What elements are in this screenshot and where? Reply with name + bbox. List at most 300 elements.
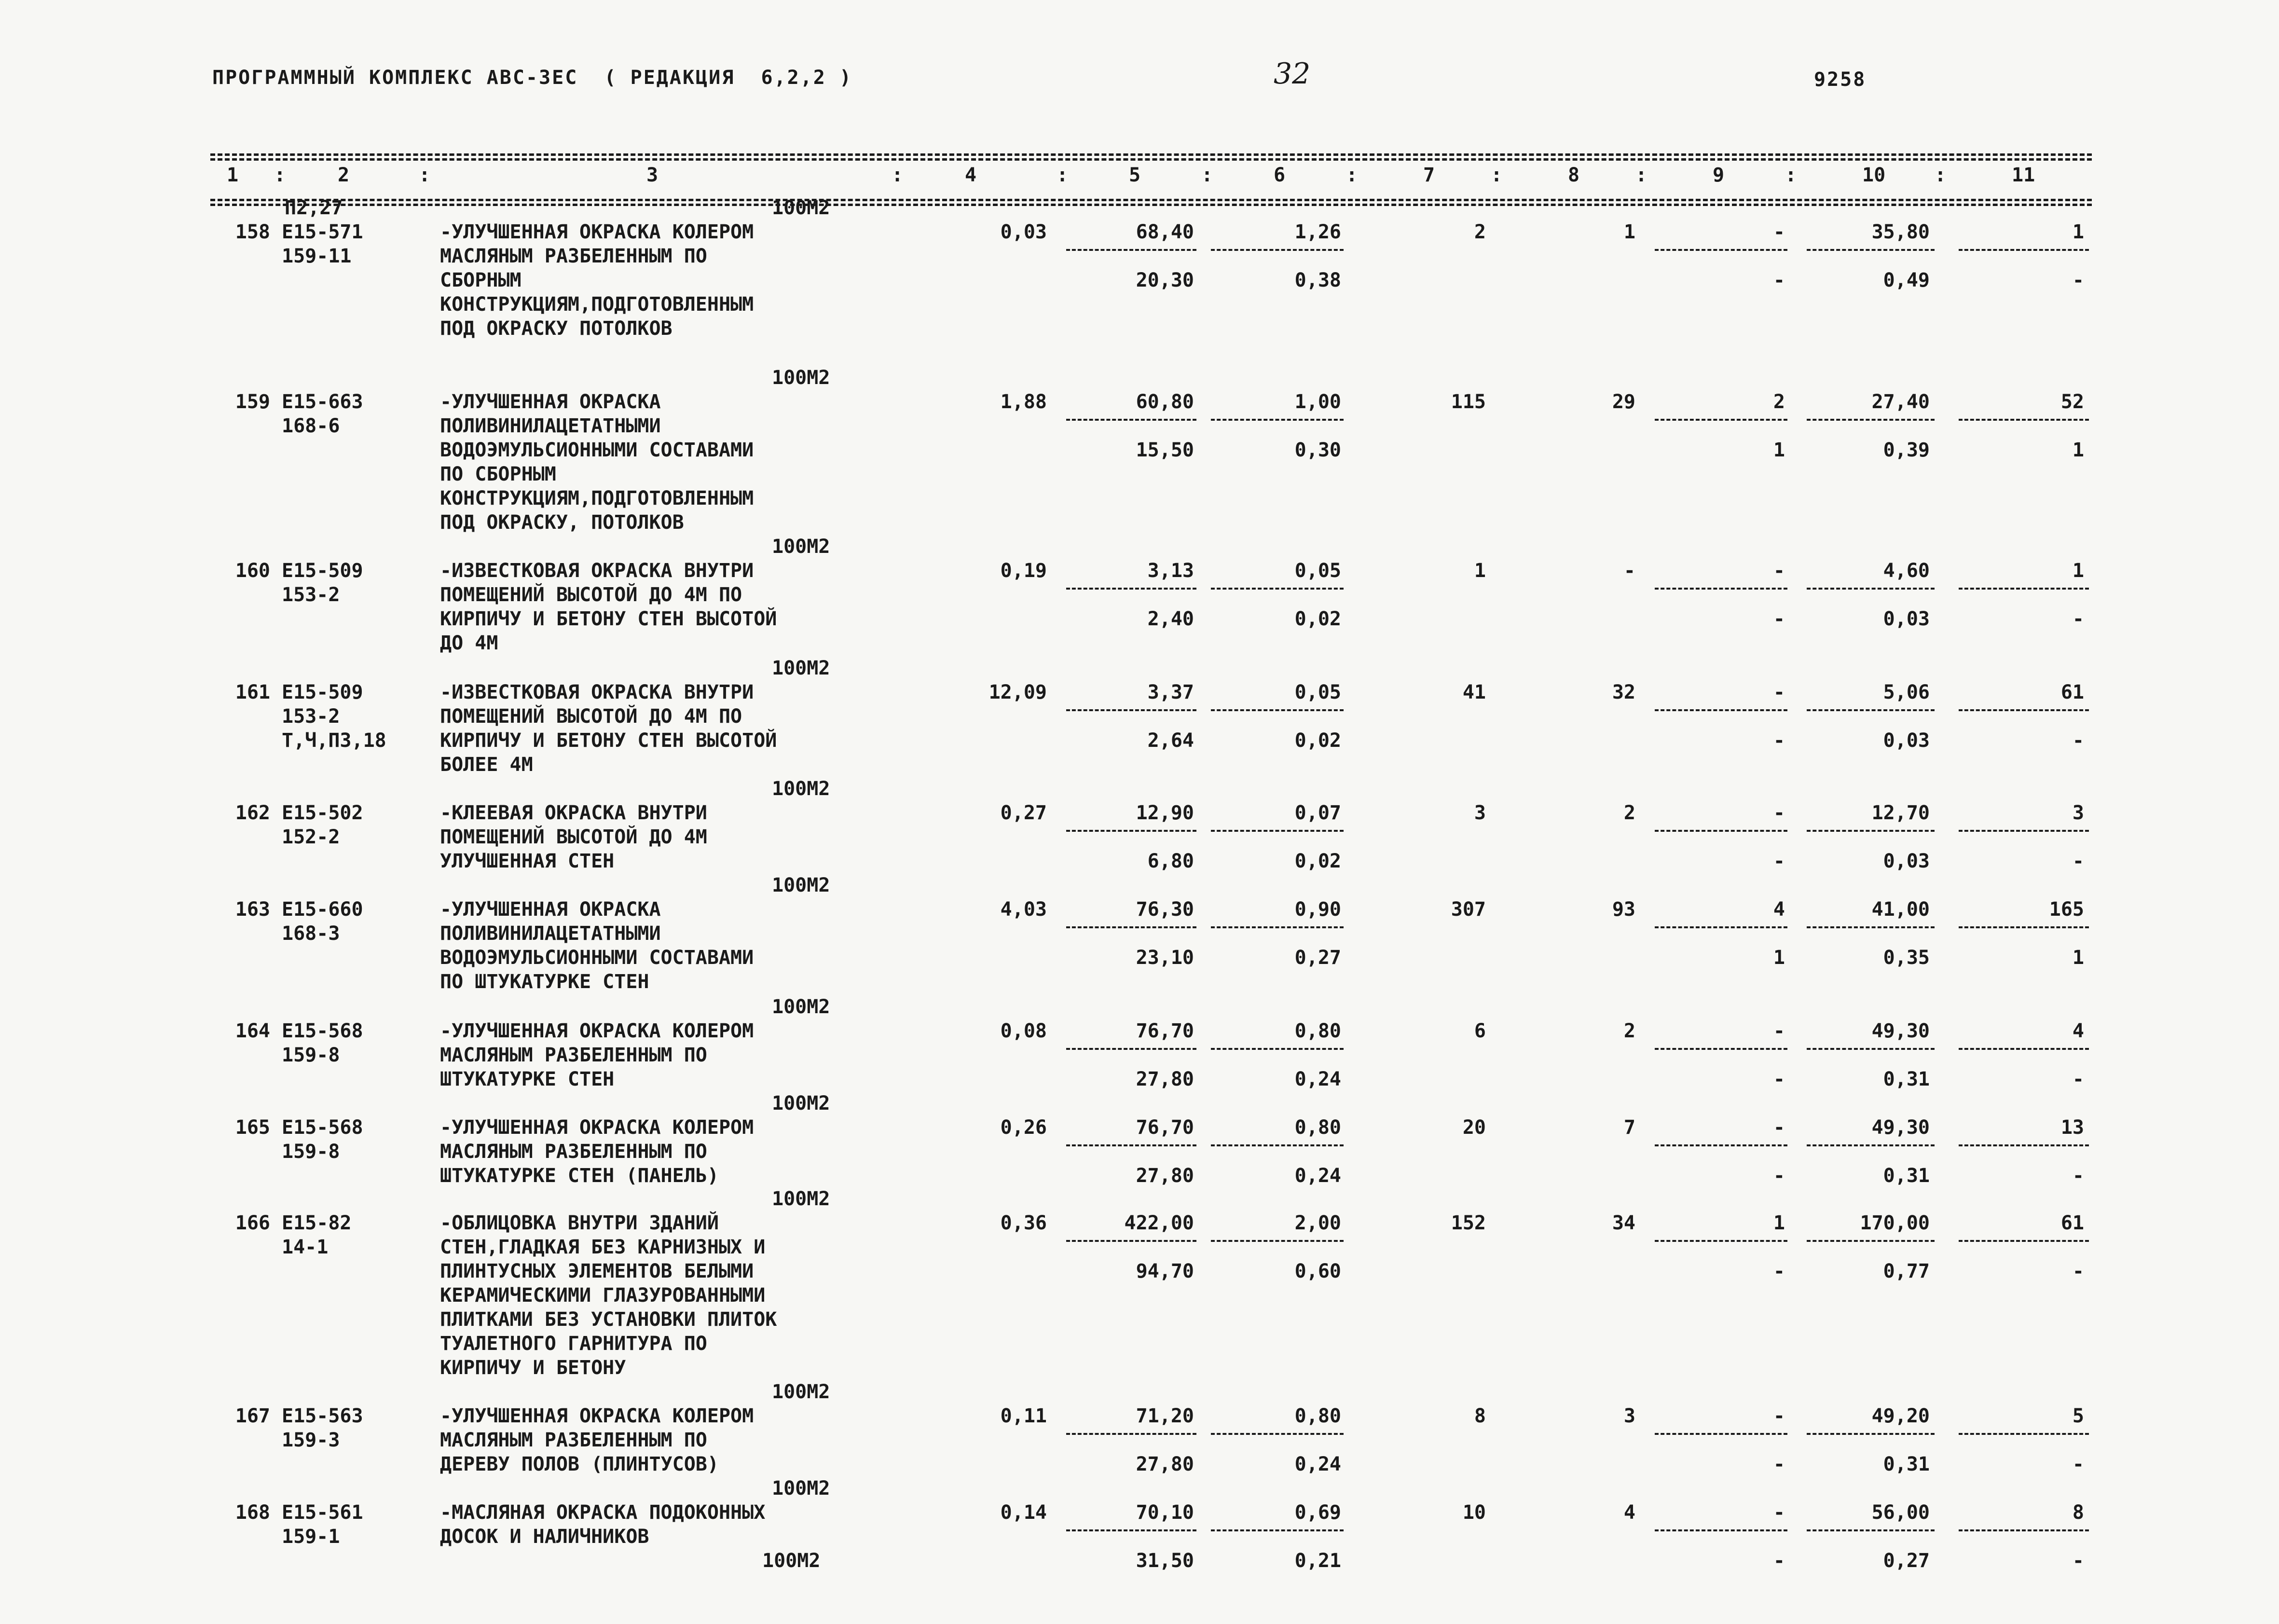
row-number: 160 — [235, 560, 270, 582]
fraction-divider — [1655, 830, 1787, 832]
machine-cost-value: 2 — [1773, 391, 1785, 413]
total-cost-value: 2 — [1474, 221, 1486, 243]
unit-wage-value: 20,30 — [1136, 269, 1194, 291]
fraction-divider — [1655, 1048, 1787, 1050]
quantity-value: 0,11 — [1000, 1405, 1047, 1427]
column-header-7: 7 — [1423, 164, 1435, 186]
labor-wage-value: 0,02 — [1294, 729, 1341, 752]
labor-cost-value: 1,26 — [1294, 221, 1341, 243]
unit-wage-value: 27,80 — [1136, 1165, 1194, 1187]
column-separator: : — [1635, 164, 1647, 186]
total-hours-value: 165 — [2049, 898, 2084, 921]
labor-hours-value: 12,70 — [1871, 802, 1930, 824]
fraction-divider — [1655, 1144, 1787, 1146]
work-description-line: ПОЛИВИНИЛАЦЕТАТНЫМИ — [440, 922, 661, 945]
labor-hours-unit-value: 0,31 — [1883, 1165, 1930, 1187]
total-hours-extra-value: - — [2072, 1550, 2084, 1572]
quantity-value: 12,09 — [988, 681, 1047, 703]
fraction-divider — [1959, 926, 2089, 928]
column-separator: : — [1935, 164, 1947, 186]
quantity-value: 0,14 — [1000, 1501, 1047, 1524]
total-wage-value: 32 — [1612, 681, 1635, 703]
machine-wage-value: 1 — [1773, 947, 1785, 969]
row-number: 165 — [235, 1116, 270, 1139]
labor-wage-value: 0,38 — [1294, 269, 1341, 291]
header-bottom-rule — [210, 199, 2092, 201]
fraction-divider — [1807, 709, 1935, 711]
row-number: 164 — [235, 1020, 270, 1042]
unit-cost-value: 3,37 — [1147, 681, 1194, 703]
work-description-line: ВОДОЭМУЛЬСИОННЫМИ СОСТАВАМИ — [440, 947, 754, 969]
norm-code: Е15-82 — [282, 1212, 352, 1234]
row-number: 159 — [235, 391, 270, 413]
unit-label: 100М2 — [772, 1188, 830, 1210]
unit-label: 100М2 — [772, 536, 830, 558]
unit-cost-value: 68,40 — [1136, 221, 1194, 243]
labor-hours-value: 41,00 — [1871, 898, 1930, 921]
row-number: 158 — [235, 221, 270, 243]
total-hours-value: 13 — [2060, 1116, 2084, 1139]
fraction-divider — [1655, 419, 1787, 421]
total-hours-extra-value: 1 — [2072, 947, 2084, 969]
labor-hours-unit-value: 0,03 — [1883, 729, 1930, 752]
work-description-line: ДОСОК И НАЛИЧНИКОВ — [440, 1526, 649, 1548]
price-code: 153-2 — [282, 705, 340, 728]
work-description-line: ПОМЕЩЕНИЙ ВЫСОТОЙ ДО 4М ПО — [440, 584, 742, 606]
work-description-line: ДО 4М — [440, 632, 498, 654]
row-number: 161 — [235, 681, 270, 703]
column-header-5: 5 — [1129, 164, 1141, 186]
table-top-rule-2 — [210, 158, 2092, 161]
work-description-line: -УЛУЧШЕННАЯ ОКРАСКА КОЛЕРОМ — [440, 221, 754, 243]
labor-cost-value: 2,00 — [1294, 1212, 1341, 1234]
work-description-line: КИРПИЧУ И БЕТОНУ СТЕН ВЫСОТОЙ — [440, 608, 777, 630]
labor-hours-value: 5,06 — [1883, 681, 1930, 703]
machine-cost-value: - — [1773, 802, 1785, 824]
price-code: 152-2 — [282, 826, 340, 848]
column-header-4: 4 — [965, 164, 977, 186]
work-description-line: ВОДОЭМУЛЬСИОННЫМИ СОСТАВАМИ — [440, 439, 754, 461]
fraction-divider — [1807, 830, 1935, 832]
work-description-line: КИРПИЧУ И БЕТОНУ — [440, 1357, 626, 1379]
total-cost-value: 307 — [1451, 898, 1486, 921]
labor-cost-value: 0,05 — [1294, 560, 1341, 582]
labor-cost-value: 0,90 — [1294, 898, 1341, 921]
norm-code: Е15-561 — [282, 1501, 363, 1524]
unit-label: 100М2 — [772, 1092, 830, 1115]
total-hours-extra-value: - — [2072, 729, 2084, 752]
work-description-line: ШТУКАТУРКЕ СТЕН — [440, 1068, 615, 1090]
fraction-divider — [1959, 1048, 2089, 1050]
header-bottom-rule-2 — [210, 204, 2092, 206]
machine-wage-value: 1 — [1773, 439, 1785, 461]
fraction-divider — [1211, 830, 1344, 832]
work-description-line: -УЛУЧШЕННАЯ ОКРАСКА КОЛЕРОМ — [440, 1116, 754, 1139]
table-top-rule — [210, 153, 2092, 156]
work-description-line: ШТУКАТУРКЕ СТЕН (ПАНЕЛЬ) — [440, 1165, 719, 1187]
norm-code: Е15-568 — [282, 1020, 363, 1042]
price-code: 159-8 — [282, 1141, 340, 1163]
machine-cost-value: - — [1773, 1405, 1785, 1427]
total-hours-value: 52 — [2060, 391, 2084, 413]
labor-cost-value: 0,80 — [1294, 1116, 1341, 1139]
fraction-divider — [1066, 588, 1196, 590]
fraction-divider — [1959, 1529, 2089, 1531]
unit-cost-value: 3,13 — [1147, 560, 1194, 582]
unit-wage-value: 27,80 — [1136, 1068, 1194, 1090]
fraction-divider — [1066, 709, 1196, 711]
fraction-divider — [1066, 830, 1196, 832]
work-description-line: КЕРАМИЧЕСКИМИ ГЛАЗУРОВАННЫМИ — [440, 1284, 766, 1307]
correction-code: Т,Ч,П3,18 — [282, 729, 386, 752]
column-separator: : — [274, 164, 286, 186]
price-code: 14-1 — [282, 1236, 329, 1258]
quantity-value: 1,88 — [1000, 391, 1047, 413]
column-separator: : — [892, 164, 904, 186]
row-number: 167 — [235, 1405, 270, 1427]
unit-wage-value: 2,40 — [1147, 608, 1194, 630]
unit-cost-value: 422,00 — [1124, 1212, 1194, 1234]
total-wage-value: 3 — [1623, 1405, 1635, 1427]
labor-wage-value: 0,27 — [1294, 947, 1341, 969]
fraction-divider — [1807, 1433, 1935, 1435]
fraction-divider — [1959, 1144, 2089, 1146]
fraction-divider — [1959, 1433, 2089, 1435]
labor-hours-unit-value: 0,03 — [1883, 850, 1930, 872]
fraction-divider — [1211, 588, 1344, 590]
unit-label: 100М2 — [772, 367, 830, 389]
column-header-3: 3 — [646, 164, 659, 186]
work-description-line: МАСЛЯНЫМ РАЗБЕЛЕННЫМ ПО — [440, 245, 707, 267]
fraction-divider — [1959, 830, 2089, 832]
machine-wage-value: - — [1773, 729, 1785, 752]
fraction-divider — [1211, 1048, 1344, 1050]
fraction-divider — [1807, 419, 1935, 421]
fraction-divider — [1655, 249, 1787, 251]
machine-cost-value: - — [1773, 221, 1785, 243]
total-wage-value: 2 — [1623, 1020, 1635, 1042]
fraction-divider — [1655, 709, 1787, 711]
unit-label: 100М2 — [762, 1550, 821, 1572]
total-cost-value: 3 — [1474, 802, 1486, 824]
fraction-divider — [1066, 419, 1196, 421]
unit-cost-value: 76,70 — [1136, 1020, 1194, 1042]
fraction-divider — [1066, 1240, 1196, 1242]
total-hours-value: 8 — [2072, 1501, 2084, 1524]
fraction-divider — [1211, 1240, 1344, 1242]
work-description-line: БОЛЕЕ 4М — [440, 754, 533, 776]
fraction-divider — [1066, 1529, 1196, 1531]
labor-hours-value: 49,30 — [1871, 1020, 1930, 1042]
column-separator: : — [1346, 164, 1358, 186]
work-description-line: -УЛУЧШЕННАЯ ОКРАСКА КОЛЕРОМ — [440, 1405, 754, 1427]
column-header-6: 6 — [1274, 164, 1286, 186]
fraction-divider — [1959, 1240, 2089, 1242]
labor-wage-value: 0,24 — [1294, 1068, 1341, 1090]
fraction-divider — [1807, 588, 1935, 590]
machine-cost-value: - — [1773, 1116, 1785, 1139]
machine-wage-value: - — [1773, 1165, 1785, 1187]
work-description-line: ПОД ОКРАСКУ, ПОТОЛКОВ — [440, 511, 684, 534]
total-wage-value: 93 — [1612, 898, 1635, 921]
machine-cost-value: 4 — [1773, 898, 1785, 921]
total-hours-extra-value: - — [2072, 1260, 2084, 1282]
total-hours-extra-value: - — [2072, 1068, 2084, 1090]
document-number: 9258 — [1814, 69, 1867, 91]
total-wage-value: - — [1623, 560, 1635, 582]
unit-label: 100М2 — [772, 996, 830, 1018]
total-hours-extra-value: - — [2072, 1165, 2084, 1187]
fraction-divider — [1066, 926, 1196, 928]
work-description-line: ПОМЕЩЕНИЙ ВЫСОТОЙ ДО 4М — [440, 826, 707, 848]
fraction-divider — [1066, 249, 1196, 251]
total-wage-value: 1 — [1623, 221, 1635, 243]
total-hours-extra-value: - — [2072, 269, 2084, 291]
unit-label: 100М2 — [772, 778, 830, 800]
column-header-8: 8 — [1568, 164, 1580, 186]
norm-code: Е15-563 — [282, 1405, 363, 1427]
fraction-divider — [1807, 1048, 1935, 1050]
work-description-line: ПО СБОРНЫМ — [440, 463, 556, 485]
total-wage-value: 34 — [1612, 1212, 1635, 1234]
labor-wage-value: 0,60 — [1294, 1260, 1341, 1282]
total-hours-extra-value: - — [2072, 608, 2084, 630]
work-description-line: МАСЛЯНЫМ РАЗБЕЛЕННЫМ ПО — [440, 1429, 707, 1451]
unit-cost-value: 76,70 — [1136, 1116, 1194, 1139]
total-hours-value: 61 — [2060, 1212, 2084, 1234]
labor-hours-unit-value: 0,49 — [1883, 269, 1930, 291]
labor-wage-value: 0,21 — [1294, 1550, 1341, 1572]
labor-cost-value: 0,80 — [1294, 1020, 1341, 1042]
column-separator: : — [1491, 164, 1503, 186]
fraction-divider — [1807, 1144, 1935, 1146]
machine-cost-value: - — [1773, 560, 1785, 582]
work-description-line: -УЛУЧШЕННАЯ ОКРАСКА — [440, 898, 661, 921]
unit-cost-value: 71,20 — [1136, 1405, 1194, 1427]
quantity-value: 0,03 — [1000, 221, 1047, 243]
total-wage-value: 29 — [1612, 391, 1635, 413]
work-description-line: СБОРНЫМ — [440, 269, 522, 291]
unit-cost-value: 70,10 — [1136, 1501, 1194, 1524]
fraction-divider — [1655, 588, 1787, 590]
total-hours-value: 1 — [2072, 221, 2084, 243]
fraction-divider — [1066, 1433, 1196, 1435]
fraction-divider — [1655, 1529, 1787, 1531]
quantity-value: 0,19 — [1000, 560, 1047, 582]
fraction-divider — [1211, 1529, 1344, 1531]
fraction-divider — [1807, 249, 1935, 251]
total-wage-value: 4 — [1623, 1501, 1635, 1524]
work-description-line: ПОД ОКРАСКУ ПОТОЛКОВ — [440, 317, 673, 340]
price-code: 159-3 — [282, 1429, 340, 1451]
work-description-line: -ИЗВЕСТКОВАЯ ОКРАСКА ВНУТРИ — [440, 560, 754, 582]
column-header-9: 9 — [1713, 164, 1725, 186]
machine-wage-value: - — [1773, 608, 1785, 630]
work-description-line: ПОЛИВИНИЛАЦЕТАТНЫМИ — [440, 415, 661, 437]
row-number: 162 — [235, 802, 270, 824]
unit-label: 100М2 — [772, 657, 830, 679]
fraction-divider — [1655, 1240, 1787, 1242]
row-number: 163 — [235, 898, 270, 921]
quantity-value: 0,08 — [1000, 1020, 1047, 1042]
labor-hours-unit-value: 0,39 — [1883, 439, 1930, 461]
unit-label: 100М2 — [772, 197, 830, 219]
prefix-code: П2,27 — [285, 197, 343, 219]
norm-code: Е15-509 — [282, 560, 363, 582]
total-wage-value: 2 — [1623, 802, 1635, 824]
norm-code: Е15-509 — [282, 681, 363, 703]
machine-cost-value: - — [1773, 681, 1785, 703]
work-description-line: -МАСЛЯНАЯ ОКРАСКА ПОДОКОННЫХ — [440, 1501, 766, 1524]
unit-label: 100М2 — [772, 874, 830, 896]
unit-wage-value: 6,80 — [1147, 850, 1194, 872]
work-description-line: ТУАЛЕТНОГО ГАРНИТУРА ПО — [440, 1333, 707, 1355]
fraction-divider — [1655, 926, 1787, 928]
total-hours-value: 61 — [2060, 681, 2084, 703]
work-description-line: -КЛЕЕВАЯ ОКРАСКА ВНУТРИ — [440, 802, 707, 824]
total-cost-value: 6 — [1474, 1020, 1486, 1042]
labor-hours-value: 49,30 — [1871, 1116, 1930, 1139]
total-hours-value: 4 — [2072, 1020, 2084, 1042]
total-hours-value: 1 — [2072, 560, 2084, 582]
fraction-divider — [1211, 1433, 1344, 1435]
column-separator: : — [1057, 164, 1069, 186]
work-description-line: -ИЗВЕСТКОВАЯ ОКРАСКА ВНУТРИ — [440, 681, 754, 703]
unit-wage-value: 94,70 — [1136, 1260, 1194, 1282]
total-cost-value: 10 — [1462, 1501, 1486, 1524]
total-cost-value: 8 — [1474, 1405, 1486, 1427]
labor-wage-value: 0,24 — [1294, 1165, 1341, 1187]
labor-wage-value: 0,02 — [1294, 608, 1341, 630]
fraction-divider — [1959, 588, 2089, 590]
price-code: 153-2 — [282, 584, 340, 606]
unit-cost-value: 76,30 — [1136, 898, 1194, 921]
quantity-value: 4,03 — [1000, 898, 1047, 921]
labor-hours-value: 27,40 — [1871, 391, 1930, 413]
fraction-divider — [1807, 1240, 1935, 1242]
column-separator: : — [1785, 164, 1797, 186]
total-wage-value: 7 — [1623, 1116, 1635, 1139]
machine-cost-value: - — [1773, 1501, 1785, 1524]
labor-hours-unit-value: 0,31 — [1883, 1453, 1930, 1475]
labor-cost-value: 0,07 — [1294, 802, 1341, 824]
work-description-line: ПЛИТКАМИ БЕЗ УСТАНОВКИ ПЛИТОК — [440, 1308, 777, 1331]
price-code: 168-6 — [282, 415, 340, 437]
price-code: 159-1 — [282, 1526, 340, 1548]
total-cost-value: 41 — [1462, 681, 1486, 703]
total-hours-value: 5 — [2072, 1405, 2084, 1427]
fraction-divider — [1655, 1433, 1787, 1435]
fraction-divider — [1959, 709, 2089, 711]
row-number: 166 — [235, 1212, 270, 1234]
work-description-line: СТЕН,ГЛАДКАЯ БЕЗ КАРНИЗНЫХ И — [440, 1236, 766, 1258]
row-number: 168 — [235, 1501, 270, 1524]
work-description-line: -УЛУЧШЕННАЯ ОКРАСКА — [440, 391, 661, 413]
work-description-line: УЛУЧШЕННАЯ СТЕН — [440, 850, 615, 872]
work-description-line: КОНСТРУКЦИЯМ,ПОДГОТОВЛЕННЫМ — [440, 487, 754, 509]
price-code: 168-3 — [282, 922, 340, 945]
work-description-line: -УЛУЧШЕННАЯ ОКРАСКА КОЛЕРОМ — [440, 1020, 754, 1042]
column-header-10: 10 — [1862, 164, 1886, 186]
fraction-divider — [1211, 709, 1344, 711]
labor-hours-unit-value: 0,27 — [1883, 1550, 1930, 1572]
norm-code: Е15-502 — [282, 802, 363, 824]
unit-wage-value: 2,64 — [1147, 729, 1194, 752]
total-hours-extra-value: - — [2072, 1453, 2084, 1475]
unit-cost-value: 12,90 — [1136, 802, 1194, 824]
labor-hours-unit-value: 0,31 — [1883, 1068, 1930, 1090]
fraction-divider — [1211, 1144, 1344, 1146]
unit-wage-value: 15,50 — [1136, 439, 1194, 461]
total-hours-extra-value: - — [2072, 850, 2084, 872]
machine-wage-value: - — [1773, 1260, 1785, 1282]
labor-hours-value: 49,20 — [1871, 1405, 1930, 1427]
labor-wage-value: 0,30 — [1294, 439, 1341, 461]
column-header-11: 11 — [2012, 164, 2035, 186]
labor-hours-value: 170,00 — [1860, 1212, 1930, 1234]
work-description-line: КИРПИЧУ И БЕТОНУ СТЕН ВЫСОТОЙ — [440, 729, 777, 752]
price-code: 159-8 — [282, 1044, 340, 1066]
norm-code: Е15-568 — [282, 1116, 363, 1139]
fraction-divider — [1211, 249, 1344, 251]
labor-hours-value: 35,80 — [1871, 221, 1930, 243]
fraction-divider — [1959, 419, 2089, 421]
fraction-divider — [1211, 926, 1344, 928]
unit-label: 100М2 — [772, 1381, 830, 1403]
work-description-line: -ОБЛИЦОВКА ВНУТРИ ЗДАНИЙ — [440, 1212, 719, 1234]
total-cost-value: 152 — [1451, 1212, 1486, 1234]
work-description-line: КОНСТРУКЦИЯМ,ПОДГОТОВЛЕННЫМ — [440, 293, 754, 316]
total-cost-value: 20 — [1462, 1116, 1486, 1139]
fraction-divider — [1066, 1048, 1196, 1050]
fraction-divider — [1807, 926, 1935, 928]
total-hours-value: 3 — [2072, 802, 2084, 824]
labor-cost-value: 0,69 — [1294, 1501, 1341, 1524]
labor-cost-value: 1,00 — [1294, 391, 1341, 413]
quantity-value: 0,36 — [1000, 1212, 1047, 1234]
price-code: 159-11 — [282, 245, 352, 267]
machine-cost-value: - — [1773, 1020, 1785, 1042]
work-description-line: ПО ШТУКАТУРКЕ СТЕН — [440, 971, 649, 993]
total-cost-value: 115 — [1451, 391, 1486, 413]
machine-cost-value: 1 — [1773, 1212, 1785, 1234]
labor-hours-value: 4,60 — [1883, 560, 1930, 582]
norm-code: Е15-571 — [282, 221, 363, 243]
labor-hours-unit-value: 0,35 — [1883, 947, 1930, 969]
quantity-value: 0,27 — [1000, 802, 1047, 824]
fraction-divider — [1807, 1529, 1935, 1531]
machine-wage-value: - — [1773, 1550, 1785, 1572]
labor-wage-value: 0,24 — [1294, 1453, 1341, 1475]
work-description-line: МАСЛЯНЫМ РАЗБЕЛЕННЫМ ПО — [440, 1141, 707, 1163]
work-description-line: ПЛИНТУСНЫХ ЭЛЕМЕНТОВ БЕЛЫМИ — [440, 1260, 754, 1282]
column-header-2: 2 — [338, 164, 350, 186]
labor-hours-unit-value: 0,03 — [1883, 608, 1930, 630]
fraction-divider — [1959, 249, 2089, 251]
unit-wage-value: 23,10 — [1136, 947, 1194, 969]
labor-wage-value: 0,02 — [1294, 850, 1341, 872]
unit-wage-value: 31,50 — [1136, 1550, 1194, 1572]
total-hours-extra-value: 1 — [2072, 439, 2084, 461]
work-description-line: МАСЛЯНЫМ РАЗБЕЛЕННЫМ ПО — [440, 1044, 707, 1066]
machine-wage-value: - — [1773, 269, 1785, 291]
unit-cost-value: 60,80 — [1136, 391, 1194, 413]
page-number: 32 — [1274, 57, 1311, 91]
labor-cost-value: 0,05 — [1294, 681, 1341, 703]
labor-hours-unit-value: 0,77 — [1883, 1260, 1930, 1282]
work-description-line: ПОМЕЩЕНИЙ ВЫСОТОЙ ДО 4М ПО — [440, 705, 742, 728]
machine-wage-value: - — [1773, 1453, 1785, 1475]
